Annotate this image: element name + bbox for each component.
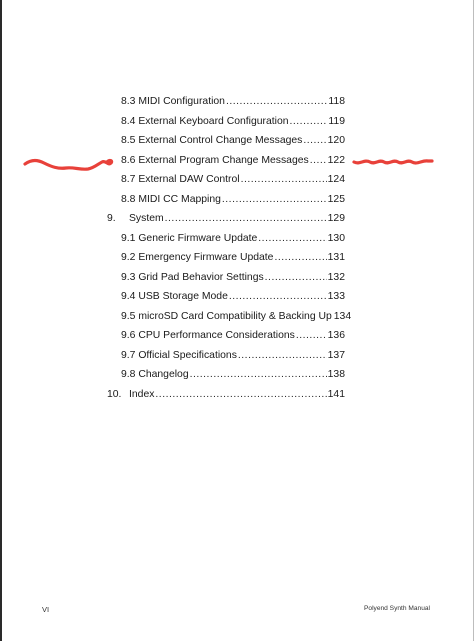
toc-entry-title: 9.1 Generic Firmware Update	[121, 232, 258, 244]
left-squiggle-stroke	[25, 160, 112, 169]
toc-entry-page: 118	[328, 96, 345, 107]
toc-entry-title: 8.3 MIDI Configuration	[121, 96, 225, 107]
toc-entry-page: 119	[328, 115, 345, 127]
toc-entry-title: 8.5 External Control Change Messages	[121, 135, 303, 146]
toc-entry[interactable]	[107, 194, 345, 214]
toc-entry[interactable]	[107, 291, 345, 311]
right-squiggle-stroke	[354, 161, 432, 163]
toc-entry-title: 8.6 External Program Change Messages	[121, 154, 309, 166]
toc-chapter-entry[interactable]	[107, 213, 345, 233]
toc-entry[interactable]	[107, 174, 345, 194]
toc-entry[interactable]	[107, 135, 345, 155]
toc-entry-title: 8.4 External Keyboard Configuration	[121, 115, 289, 127]
toc-entry-label	[107, 213, 164, 224]
toc-entry[interactable]	[107, 116, 345, 136]
toc-entry-title: 9.4 USB Storage Mode	[121, 291, 228, 302]
dot-leader	[155, 389, 326, 400]
toc-entry[interactable]	[107, 252, 345, 272]
toc-entry-page: 125	[327, 193, 345, 205]
toc-entry[interactable]	[107, 96, 345, 116]
dot-leader	[265, 272, 327, 283]
toc-entry-page: 131	[327, 252, 345, 263]
dot-leader	[165, 213, 327, 224]
toc-entry-title: 9.7 Official Specifications	[121, 349, 237, 361]
dot-leader	[303, 135, 326, 146]
dot-leader	[290, 116, 328, 127]
toc-entry[interactable]	[107, 233, 345, 253]
toc-entry-page: 124	[327, 174, 345, 185]
footer-page-number: VI	[42, 605, 50, 614]
toc-entry-page: 133	[327, 291, 345, 302]
toc-entry[interactable]	[107, 350, 345, 370]
toc-entry-title: 8.8 MIDI CC Mapping	[121, 193, 221, 205]
toc-entry[interactable]	[107, 330, 345, 350]
toc-entry-page: 134	[333, 310, 352, 322]
toc-entry-page: 120	[327, 135, 345, 146]
right-squiggle-annotation	[350, 152, 436, 174]
toc-entry[interactable]	[107, 369, 345, 389]
toc-chapter-entry[interactable]	[107, 389, 345, 409]
toc-chapter-number: 10.	[107, 388, 122, 400]
toc-entry-page: 136	[327, 330, 345, 341]
dot-leader	[274, 252, 326, 263]
toc-entry-title: 9.5 microSD Card Compatibility & Backing Up	[121, 310, 332, 322]
toc-entry-page: 122	[327, 154, 345, 166]
dot-leader	[238, 350, 327, 361]
toc-chapter-number: 9.	[107, 213, 116, 224]
toc-entry-title: 8.7 External DAW Control	[121, 174, 240, 185]
toc-entry-page: 132	[327, 271, 345, 283]
dot-leader	[310, 155, 327, 166]
dot-leader	[241, 174, 327, 185]
toc-entry-title: System	[129, 213, 164, 224]
toc-entry-title: 9.8 Changelog	[121, 369, 189, 380]
toc-entry-page: 129	[327, 213, 345, 224]
toc-entry-title: 9.6 CPU Performance Considerations	[121, 330, 295, 341]
toc-entry-page: 141	[327, 388, 345, 400]
dot-leader	[226, 96, 327, 107]
dot-leader	[222, 194, 327, 205]
left-squiggle-annotation	[22, 150, 116, 178]
dot-leader	[258, 233, 326, 244]
dot-leader	[296, 330, 327, 341]
dot-leader	[190, 369, 327, 380]
toc-entry-title: 9.3 Grid Pad Behavior Settings	[121, 271, 264, 283]
toc-entry[interactable]	[107, 310, 352, 331]
dot-leader	[229, 291, 327, 302]
toc-entry-page: 130	[327, 232, 345, 244]
table-of-contents	[107, 96, 352, 408]
toc-entry[interactable]	[107, 272, 345, 292]
toc-entry-page: 138	[327, 369, 345, 380]
toc-entry-highlighted[interactable]	[107, 155, 345, 175]
toc-entry-title: 9.2 Emergency Firmware Update	[121, 252, 274, 263]
page-left-edge	[0, 0, 2, 641]
toc-entry-page: 137	[327, 349, 345, 361]
toc-entry-title: Index	[129, 388, 155, 400]
toc-entry-label	[107, 389, 154, 400]
footer-manual-title: Polyend Synth Manual	[364, 605, 430, 612]
